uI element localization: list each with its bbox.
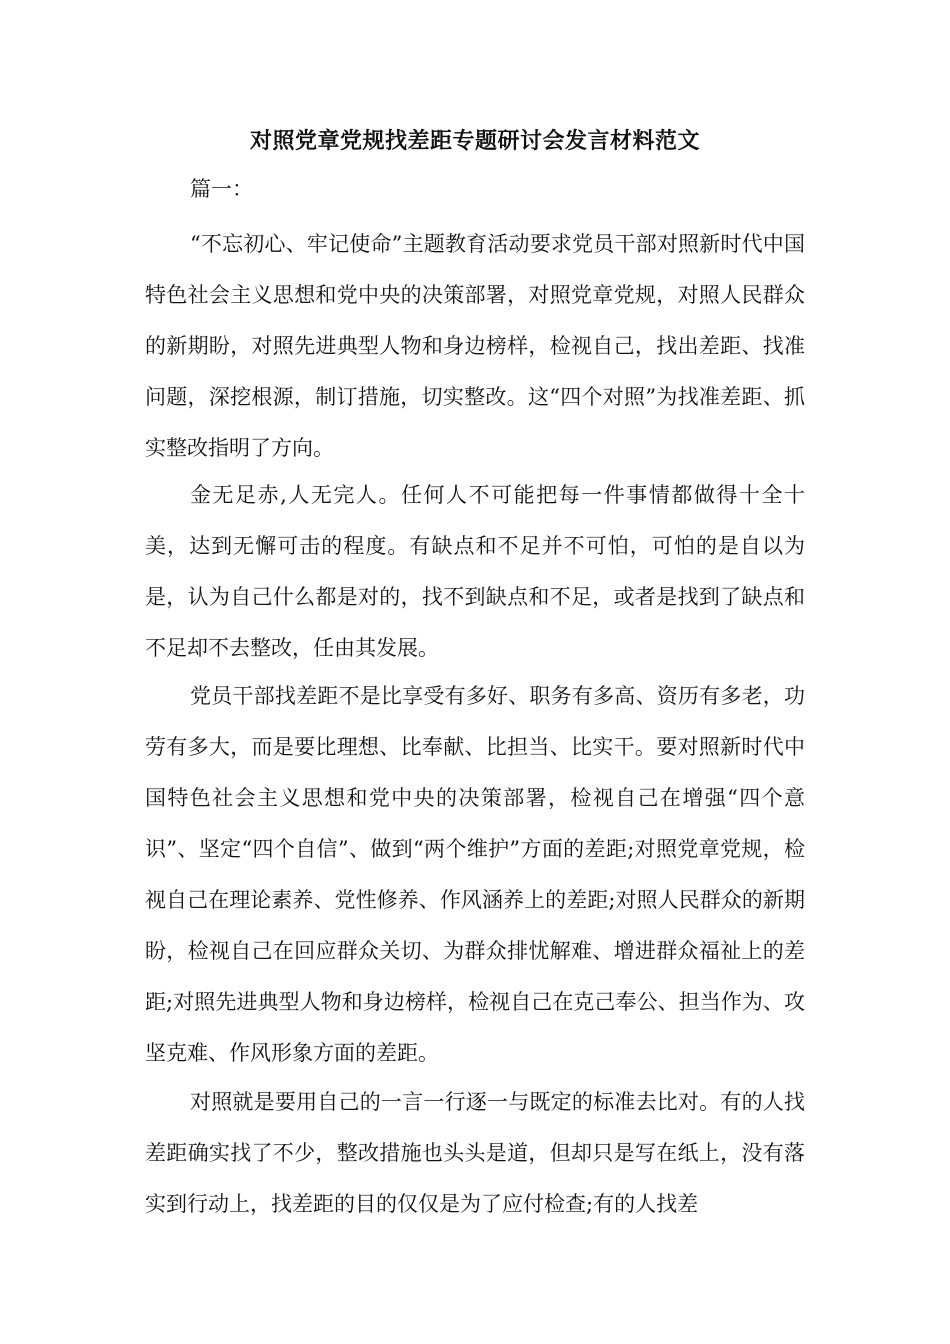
paragraph-3: 党员干部找差距不是比享受有多好、职务有多高、资历有多老，功劳有多大，而是要比理想、比奉献、比担当、比实干。要对照新时代中国特色社会主义思想和党中央的决策部署，检视自己在增强“四个意识”、坚定“四个自信”、做到“两个维护”方面的差距;对照党章党规，检视自己在理论素养、党性修养、作风涵养上的差距;对照人民群众的新期盼，检视自己在回应群众关切、为群众排忧解难、增进群众福祉上的差距;对照先进典型人物和身边榜样，检视自己在克己奉公、担当作为、攻坚克难、作风形象方面的差距。 [145,684,805,1065]
paragraph-1: “不忘初心、牢记使命”主题教育活动要求党员干部对照新时代中国特色社会主义思想和党中央的决策部署，对照党章党规，对照人民群众的新期盼，对照先进典型人物和身边榜样，检视自己，找出差距、找准问题，深挖根源，制订措施，切实整改。这“四个对照”为找准差距、抓实整改指明了方向。 [145,232,805,460]
paragraph-2: 金无足赤,人无完人。任何人不可能把每一件事情都做得十全十美，达到无懈可击的程度。有缺点和不足并不可怕，可怕的是自以为是，认为自己什么都是对的，找不到缺点和不足，或者是找到了缺点和不足却不去整改，任由其发展。 [145,483,805,660]
document-title: 对照党章党规找差距专题研讨会发言材料范文 [249,128,700,154]
section-label: 篇一： [190,177,253,201]
paragraph-4: 对照就是要用自己的一言一行逐一与既定的标准去比对。有的人找差距确实找了不少，整改措施也头头是道，但却只是写在纸上，没有落实到行动上，找差距的目的仅仅是为了应付检查;有的人找差 [145,1090,805,1216]
